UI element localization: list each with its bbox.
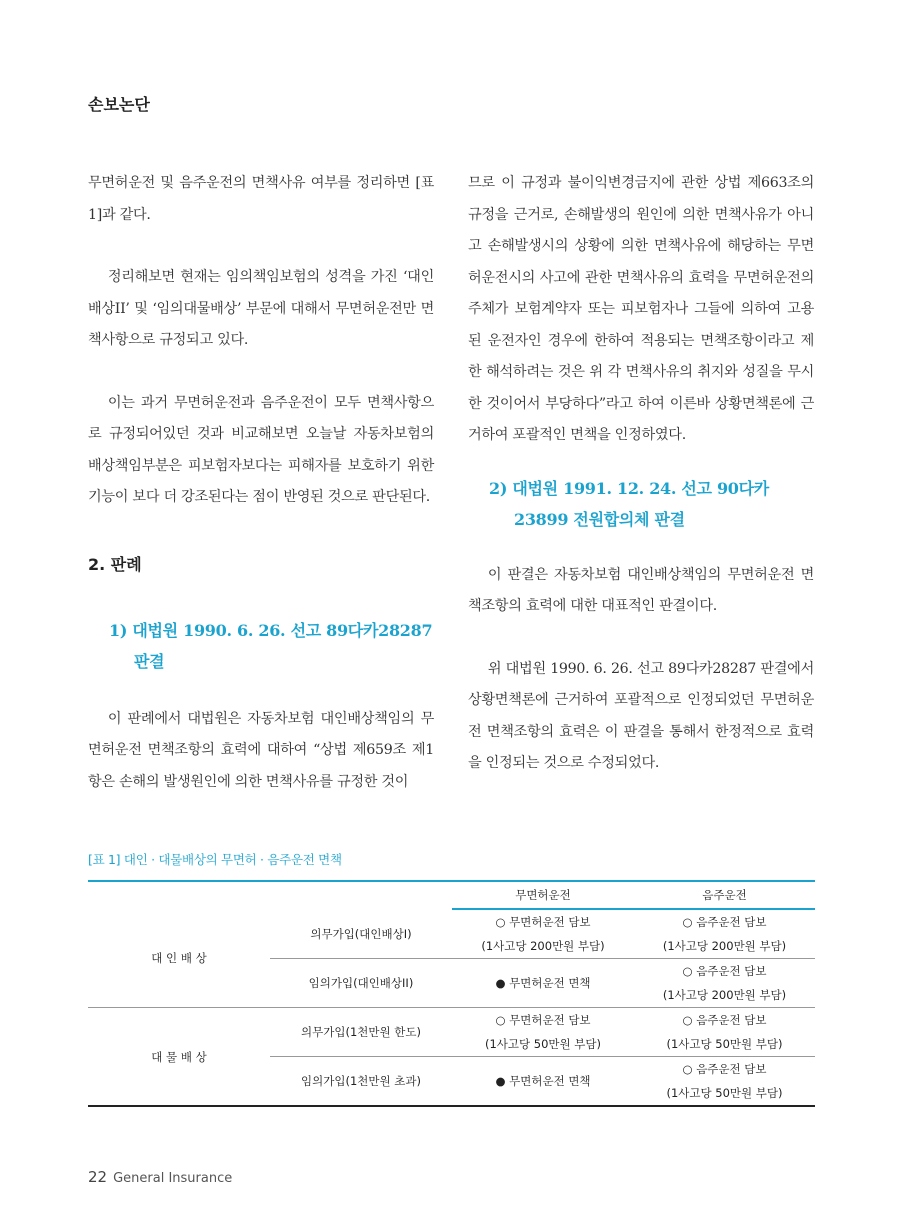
page-footer [88,1168,232,1186]
table-header-row [88,881,815,909]
table-row [88,1008,815,1057]
page-number: 22 [88,1168,108,1186]
drunk-cell: ○ 음주운전 담보 (1사고당 50만원 부담) [634,1057,815,1107]
subsection-title: 2) 대법원 1991. 12. 24. 선고 90다카23899 전원합의체 판결 [489,478,769,529]
paragraph: 이 판결은 자동차보험 대인배상책임의 무면허운전 면책조항의 효력에 대한 대표적인 판결이다. [468,566,814,614]
unlicensed-cell: ○ 무면허운전 담보 (1사고당 50만원 부담) [452,1008,634,1057]
header-blank [270,881,452,909]
paragraph: 무면허운전 및 음주운전의 면책사유 여부를 정리하면 [표 1]과 같다. [88,175,434,223]
header-unlicensed: 무면허운전 [452,881,634,909]
subsection-title: 1) 대법원 1990. 6. 26. 선고 89다카28287 판결 [109,620,433,671]
table-row [88,909,815,959]
unlicensed-cell: ○ 무면허운전 담보 (1사고당 200만원 부담) [452,909,634,959]
header-drunk: 음주운전 [634,881,815,909]
drunk-cell: ○ 음주운전 담보 (1사고당 200만원 부담) [634,909,815,959]
paragraph: 이는 과거 무면허운전과 음주운전이 모두 면책사항으로 규정되어있던 것과 비교해보면 오늘날 자동차보험의 배상책임부분은 피보험자보다는 피해자를 보호하기 위한 기능이 보다 더 강조된다는 점이 반영된 것으로 판단된다. [88,394,434,505]
paragraph: 이 판례에서 대법원은 자동차보험 대인배상책임의 무면허운전 면책조항의 효력에 대하여 “상법 제659조 제1항은 손해의 발생원인에 의한 면책사유를 규정한 것이 [88,710,434,790]
drunk-cell: ○ 음주운전 담보 (1사고당 200만원 부담) [634,959,815,1008]
drunk-cell: ○ 음주운전 담보 (1사고당 50만원 부담) [634,1008,815,1057]
coverage-type: 의무가입(1천만원 한도) [270,1008,452,1057]
coverage-type: 의무가입(대인배상I) [270,909,452,959]
paragraph: 위 대법원 1990. 6. 26. 선고 89다카28287 판결에서 상황면책론에 근거하여 포괄적으로 인정되었던 무면허운전 면책조항의 효력은 이 판결을 통해서 한정적으로 효력을 인정되는 것으로 수정되었다. [468,660,814,771]
comparison-table [88,880,815,1107]
coverage-type: 임의가입(대인배상II) [270,959,452,1008]
unlicensed-cell: ● 무면허운전 면책 [452,959,634,1008]
right-column [468,168,814,780]
table-caption: [표 1] 대인 · 대물배상의 무면허 · 음주운전 면책 [88,852,342,867]
section-title: 2. 판례 [88,554,142,574]
paragraph: 정리해보면 현재는 임의책임보험의 성격을 가진 ‘대인배상II’ 및 ‘임의대물배상’ 부문에 대해서 무면허운전만 면책사항으로 규정되고 있다. [88,269,434,348]
group-label: 대 인 배 상 [88,909,270,1008]
publication-name: General Insurance [113,1171,233,1186]
header-blank [88,881,270,909]
paragraph: 므로 이 규정과 불이익변경금지에 관한 상법 제663조의 규정을 근거로, 손해발생의 원인에 의한 면책사유가 아니고 손해발생시의 상황에 의한 면책사유에 해당하는 무면허운전시의 사고에 관한 면책사유의 효력을 무면허운전의 주체가 보험계약자 또는 피보험자나 그들에 의하여 고용된 운전자인 경우에 한하여 적용되는 면책조항이라고 제한 해석하려는 것은 위 각 면책사유의 취지와 성질을 무시한 것이어서 부당하다”라고 하여 이른바 상황면책론에 근거하여 포괄적인 면책을 인정하였다. [468,175,814,443]
group-label: 대 물 배 상 [88,1008,270,1107]
left-column [88,168,434,798]
coverage-type: 임의가입(1천만원 초과) [270,1057,452,1107]
page-header-title: 손보논단 [88,95,150,114]
unlicensed-cell: ● 무면허운전 면책 [452,1057,634,1107]
